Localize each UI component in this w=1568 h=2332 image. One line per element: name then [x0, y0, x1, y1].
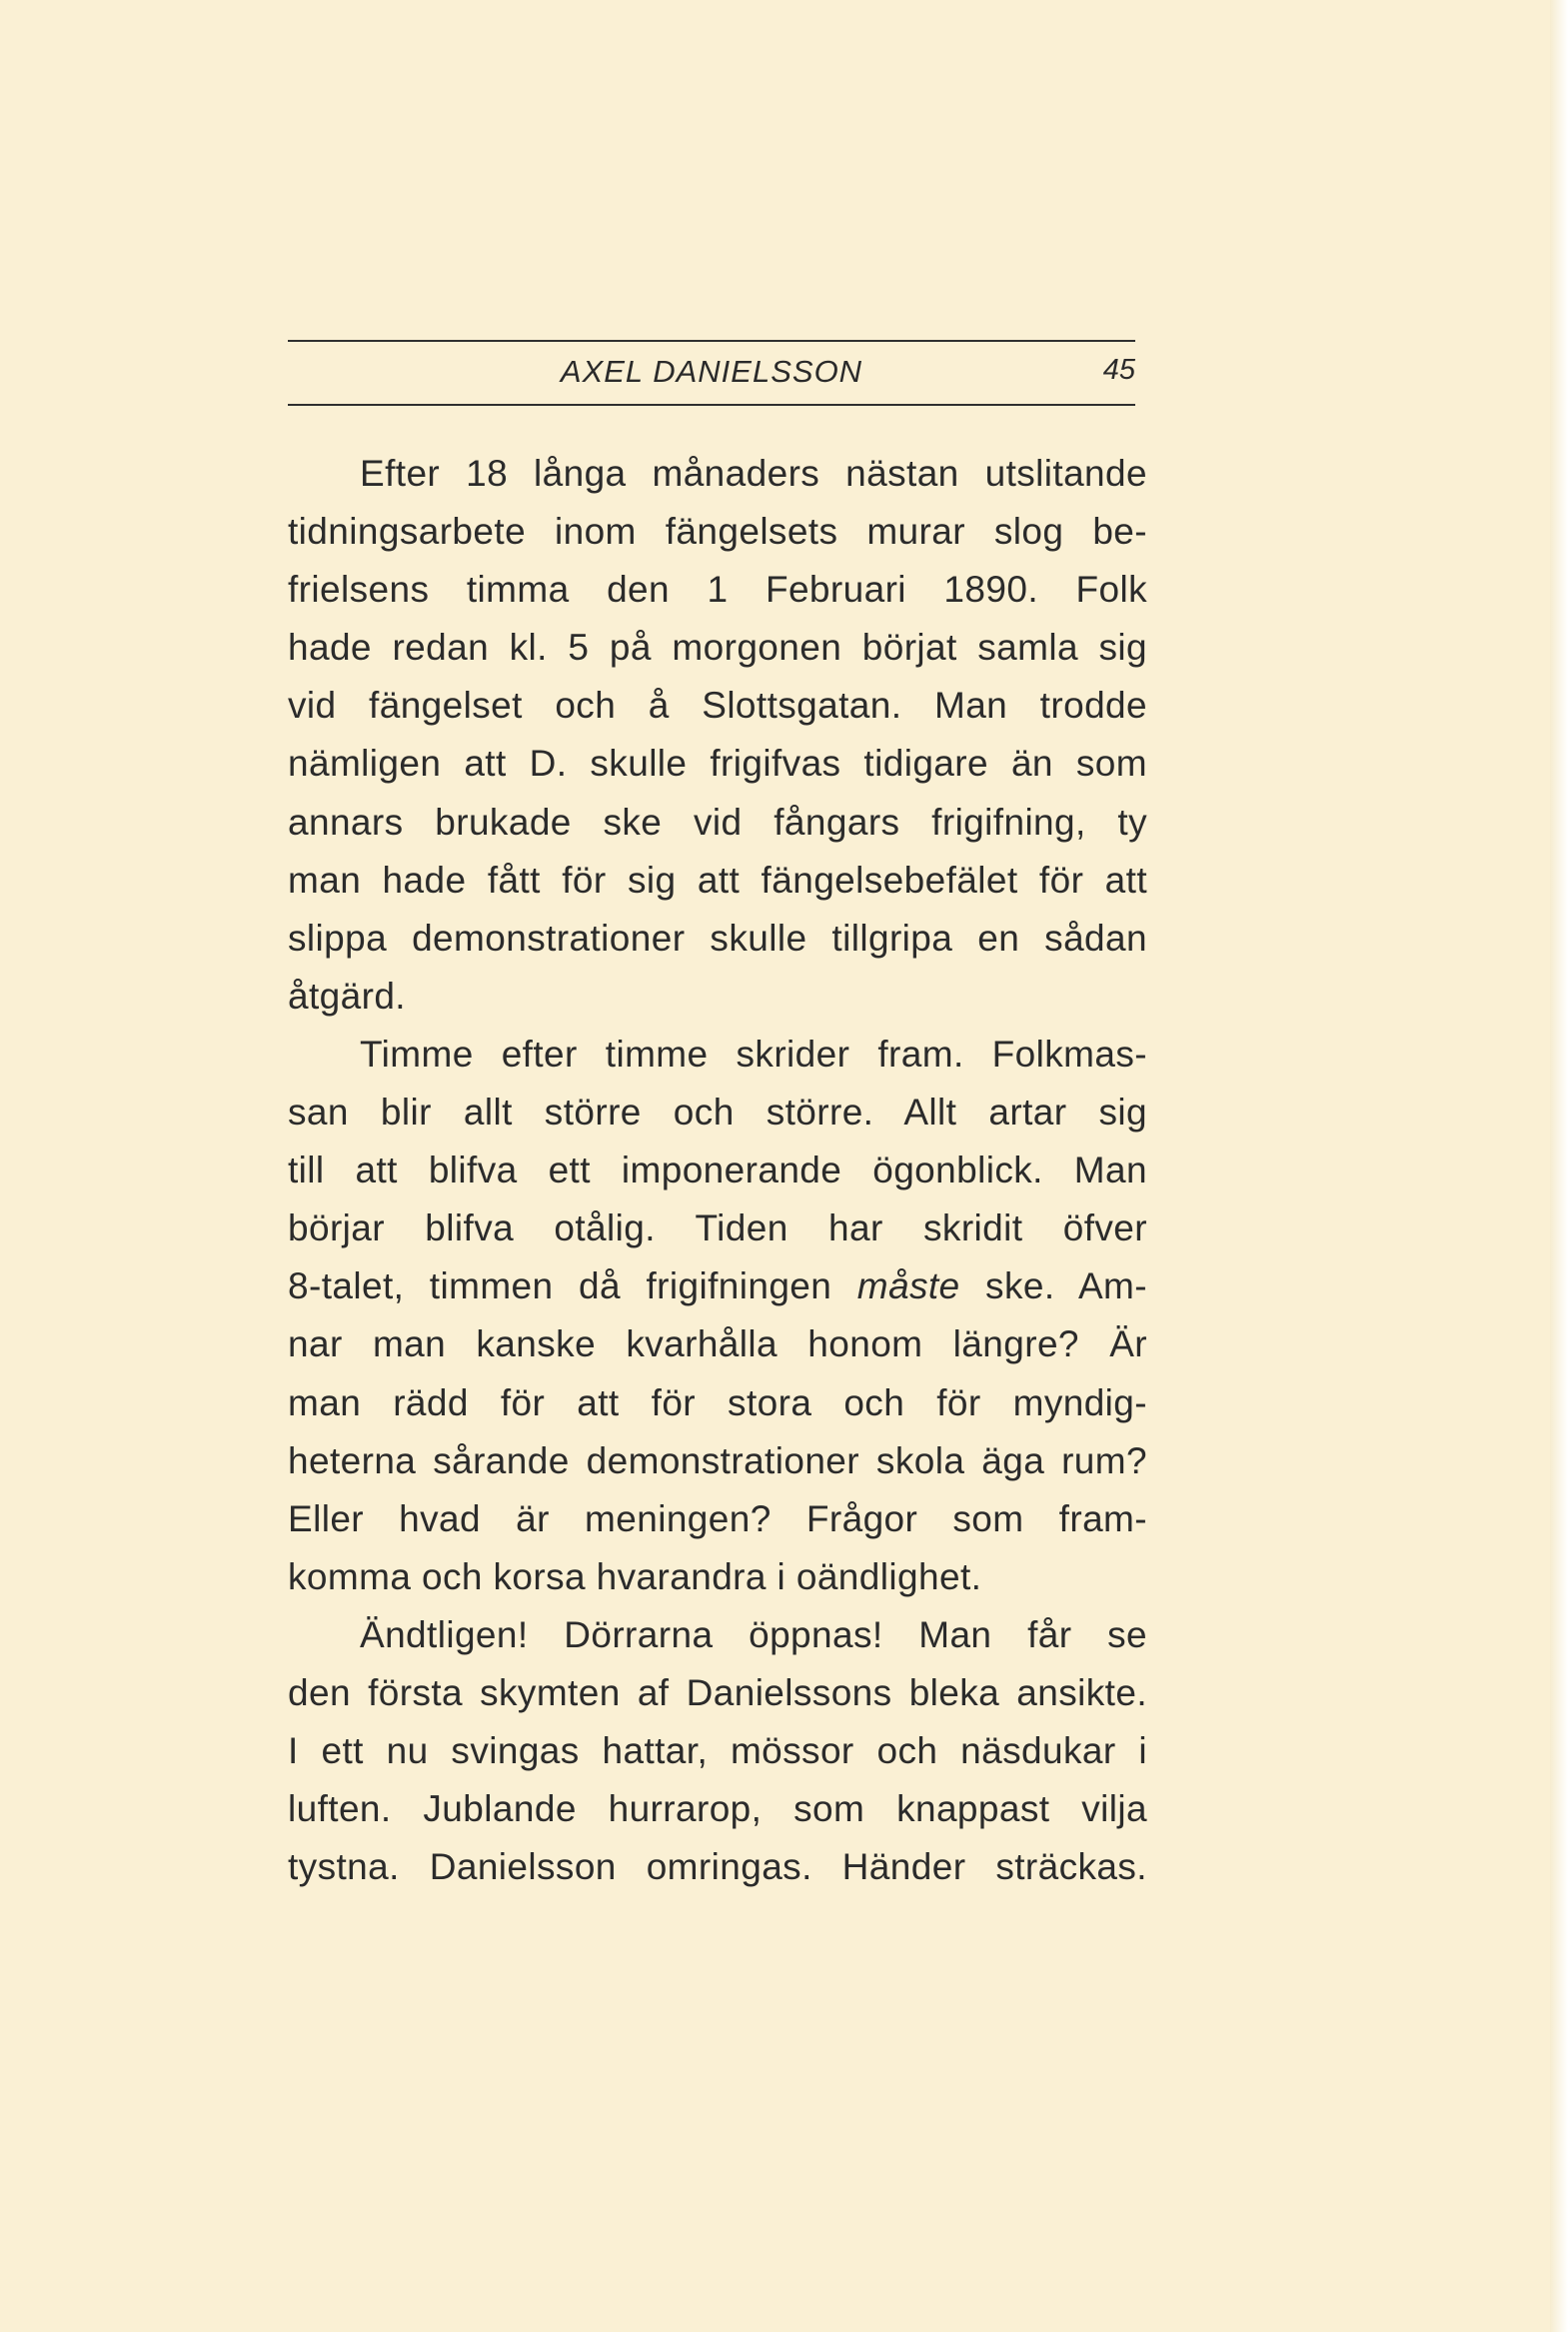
- text-line: tidningsarbete inom fängelsets murar slog be-: [288, 511, 1147, 553]
- body-text: [288, 445, 1147, 1896]
- text-line: vid fängelset och å Slottsgatan. Man trodde: [288, 685, 1147, 727]
- text-line: I ett nu svingas hattar, mössor och näsdukar i: [288, 1730, 1147, 1772]
- emphasized-word: måste: [856, 1265, 960, 1307]
- text-line: komma och korsa hvarandra i oändlighet.: [288, 1555, 982, 1597]
- text-segment: 8-talet, timmen då frigifningen: [288, 1265, 832, 1307]
- text-line: tystna. Danielsson omringas. Händer sträckas.: [288, 1846, 1147, 1888]
- text-line: Efter 18 långa månaders nästan utslitande: [360, 453, 1147, 494]
- text-line: Eller hvad är meningen? Frågor som fram-: [288, 1497, 1147, 1539]
- text-line: nämligen att D. skulle frigifvas tidigare än som: [288, 743, 1147, 785]
- text-line: man rädd för att för stora och för myndig-: [288, 1381, 1147, 1423]
- text-line: man hade fått för sig att fängelsebefälet för att: [288, 859, 1147, 901]
- running-header: [288, 340, 1135, 406]
- header-rule-bottom: [288, 404, 1135, 406]
- text-line: Ändtligen! Dörrarna öppnas! Man får se: [360, 1613, 1147, 1655]
- text-line: san blir allt större och större. Allt artar sig: [288, 1092, 1147, 1134]
- page-edge: [1550, 0, 1568, 2332]
- text-line: åtgärd.: [288, 975, 406, 1017]
- text-segment: ske. Am-: [985, 1265, 1147, 1307]
- running-title: AXEL DANIELSSON: [560, 354, 863, 389]
- text-line: slippa demonstrationer skulle tillgripa en sådan: [288, 917, 1147, 959]
- text-line: hade redan kl. 5 på morgonen börjat samla sig: [288, 627, 1147, 669]
- text-line: nar man kanske kvarhålla honom längre? Är: [288, 1323, 1147, 1365]
- text-line: luften. Jublande hurrarop, som knappast vilja: [288, 1788, 1147, 1830]
- text-line-with-emphasis: [288, 1257, 1147, 1315]
- text-line: Timme efter timme skrider fram. Folkmas-: [360, 1033, 1147, 1075]
- text-line: till att blifva ett imponerande ögonblick. Man: [288, 1150, 1147, 1191]
- text-line: frielsens timma den 1 Februari 1890. Folk: [288, 569, 1147, 611]
- text-line: börjar blifva otålig. Tiden har skridit öfver: [288, 1207, 1147, 1249]
- text-line: annars brukade ske vid fångars frigifning, ty: [288, 801, 1147, 843]
- page-number: 45: [1102, 354, 1135, 386]
- header-rule-top: [288, 340, 1135, 342]
- text-line: heterna sårande demonstrationer skola äga rum?: [288, 1439, 1147, 1481]
- text-line: den första skymten af Danielssons bleka ansikte.: [288, 1671, 1147, 1713]
